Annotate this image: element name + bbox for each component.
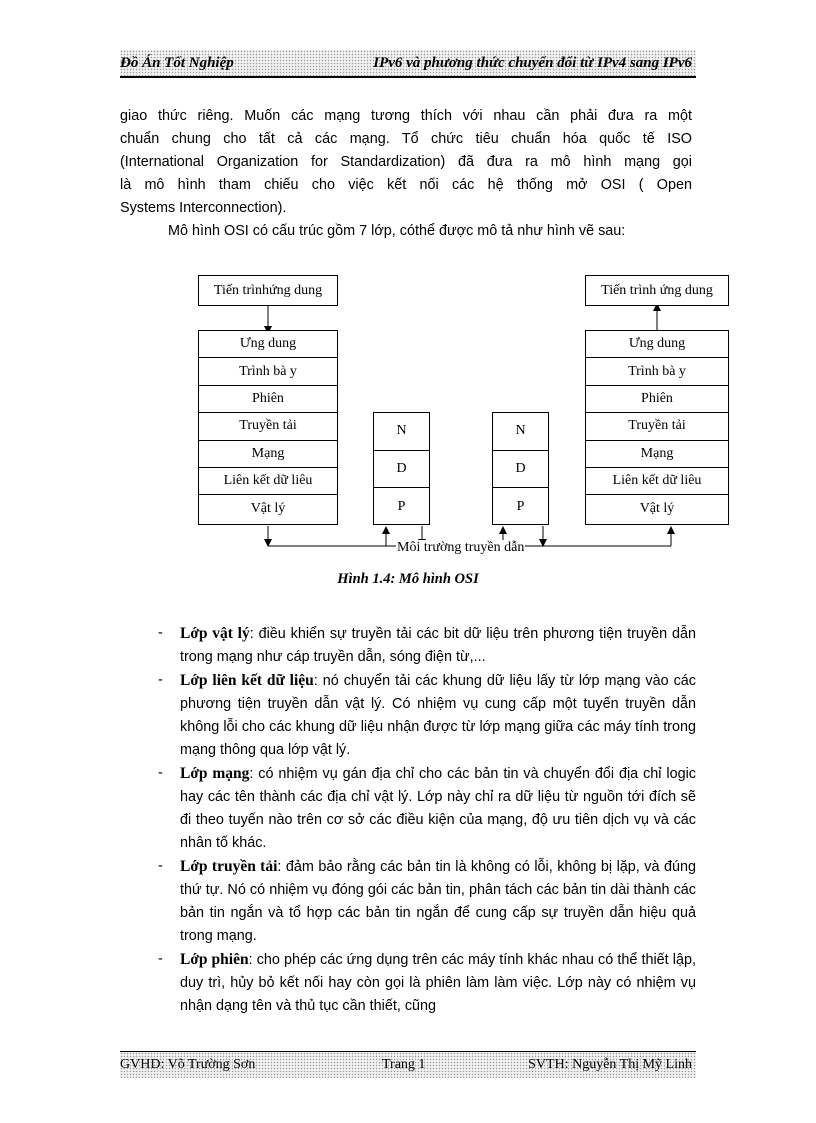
footer-page-number: Trang 1 (382, 1057, 426, 1072)
intro-line: là mô hình tham chiếu cho việc kết nối các hệ thống mở OSI ( Open (120, 177, 692, 193)
relay-cell: D (374, 451, 429, 489)
layer-desc: : điều khiển sự truyền tải các bit dữ liệu trên phương tiện truyền dẫn trong mạng như cáp truyền dẫn, sóng điện từ,... (180, 626, 696, 665)
intro-paragraph (120, 105, 692, 220)
list-item (158, 622, 696, 669)
layer-term: Lớp liên kết dữ liệu (180, 672, 314, 689)
layer-desc: : đảm bảo rằng các bản tin là không có lỗi, không bị lặp, và đúng thứ tự. Nó có nhiệm vụ đóng gói các bản tin, phân tách các bản tin dài thành các bản tin ngắn và tổ hợp các bản tin ngắn để cung cấp sự truyền dẫn hiệu quả trong mạng. (180, 859, 696, 944)
layer-cell: Phiên (586, 386, 728, 413)
relay-stack-2 (492, 412, 549, 525)
list-dash: - (158, 672, 163, 688)
layer-cell: Liên kết dữ liêu (199, 468, 337, 495)
intro-paragraph-2 (120, 220, 692, 243)
layer-term: Lớp truyền tải (180, 858, 278, 875)
list-dash: - (158, 858, 163, 874)
intro-line: Systems Interconnection). (120, 200, 287, 216)
footer-advisor: GVHD: Võ Trường Sơn (120, 1057, 256, 1072)
layer-term: Lớp vật lý (180, 625, 250, 642)
right-app-process-label: Tiến trình ứng dung (601, 282, 713, 298)
layer-cell: Phiên (199, 386, 337, 413)
relay-cell: P (516, 498, 525, 514)
page-footer (120, 1051, 696, 1078)
figure-caption: Hình 1.4: Mô hình OSI (337, 571, 479, 587)
relay-stack-1 (373, 412, 430, 525)
header-right-title: IPv6 và phương thức chuyển đổi từ IPv4 sang IPv6 (373, 55, 692, 71)
layer-desc: : nó chuyển tải các khung dữ liệu lấy từ lớp mạng vào các phương tiện truyền dẫn vật lý. Có nhiệm vụ cung cấp một tuyến truyền dẫn không lỗi cho các khung dữ liệu nhận được từ lớp mạng giữa các máy tính trong mạng thông qua lớp vật lý. (180, 673, 697, 758)
list-item (158, 762, 696, 855)
intro-line: (International Organization for Standardization) đã đưa ra mô hình mạng gọi (120, 154, 692, 170)
layer-cell: Trình bà y (586, 358, 728, 385)
layer-desc: : có nhiệm vụ gán địa chỉ cho các bản tin và chuyển đổi địa chỉ logic hay các tên thành các địa chỉ vật lý. Lớp này chỉ ra dữ liệu từ nguồn tới đích sẽ đi theo tuyến nào trên cơ sở các điều kiện của mạng, độ ưu tiên dịch vụ và các nhân tố khác. (180, 766, 697, 851)
right-app-process-box (585, 275, 729, 306)
osi-diagram (196, 272, 736, 572)
intro-para2-text: Mô hình OSI có cấu trúc gồm 7 lớp, cóthể được mô tả như hình vẽ sau: (168, 223, 626, 239)
relay-cell: D (493, 451, 548, 489)
list-item (158, 855, 696, 948)
layer-cell: Trình bà y (199, 358, 337, 385)
layer-description-list (158, 622, 696, 1018)
footer-student: SVTH: Nguyễn Thị Mỹ Linh (528, 1057, 692, 1072)
list-item (158, 948, 696, 1018)
layer-term: Lớp mạng (180, 765, 250, 782)
medium-label: Môi trường truyền dẫn (397, 540, 525, 555)
list-dash: - (158, 625, 163, 641)
list-item (158, 669, 696, 762)
layer-cell: Vật lý (639, 501, 675, 517)
intro-line: chuẩn chung cho tất cả các mạng. Tổ chức tiêu chuẩn hóa quốc tế ISO (120, 131, 692, 147)
layer-cell: Mạng (586, 441, 728, 468)
layer-cell: Ưng dung (199, 331, 337, 358)
intro-line: giao thức riêng. Muốn các mạng tương thích với nhau cần phải đưa ra một (120, 108, 692, 124)
right-osi-stack (585, 330, 729, 525)
relay-cell: P (397, 498, 406, 514)
layer-term: Lớp phiên (180, 951, 249, 968)
layer-cell: Ưng dung (586, 331, 728, 358)
layer-desc: : cho phép các ứng dụng trên các máy tính khác nhau có thể thiết lập, duy trì, hủy bỏ kết nối hay còn gọi là phiên làm làm việc. Lớp này có nhiệm vụ nhận dạng tên và thủ tục cần thiết, cũng (180, 952, 696, 1014)
layer-cell: Truyền tải (586, 413, 728, 440)
header-left-title: Đồ Án Tốt Nghiệp (120, 55, 234, 71)
page-header (120, 50, 696, 78)
left-osi-stack (198, 330, 338, 525)
layer-cell: Truyền tải (199, 413, 337, 440)
layer-cell: Mạng (199, 441, 337, 468)
left-app-process-box (198, 275, 338, 306)
list-dash: - (158, 951, 163, 967)
list-dash: - (158, 765, 163, 781)
left-app-process-label: Tiến trìnhứng dung (213, 282, 323, 298)
relay-cell: N (374, 413, 429, 451)
layer-cell: Vật lý (250, 501, 286, 517)
layer-cell: Liên kết dữ liêu (586, 468, 728, 495)
relay-cell: N (493, 413, 548, 451)
